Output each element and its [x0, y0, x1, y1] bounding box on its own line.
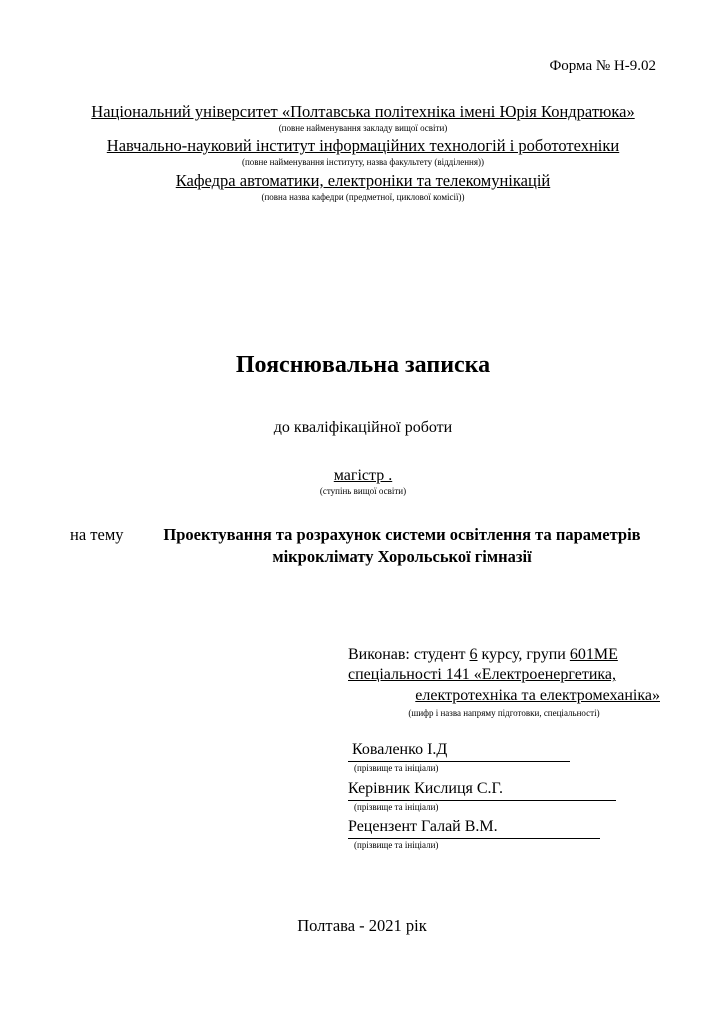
specialty-line-1: спеціальності 141 «Електроенергетика, — [348, 666, 617, 684]
topic-text: Проектування та розрахунок системи освітлення та параметрів мікроклімату Хорольської гімназії — [163, 525, 641, 567]
title-block — [70, 352, 656, 568]
document-title: Пояснювальна записка — [235, 352, 491, 379]
author-block — [348, 645, 660, 852]
supervisor-note: (прізвище та ініціали) — [354, 801, 439, 812]
city-year: Полтава - 2021 рік — [297, 916, 427, 935]
performed-prefix: Виконав: студент — [348, 645, 470, 663]
performed-by-line — [348, 645, 660, 666]
reviewer-note: (прізвище та ініціали) — [354, 840, 439, 850]
department-note: (повна назва кафедри (предметної, циклової комісії)) — [261, 191, 465, 202]
group-number: 601МЕ — [569, 645, 618, 663]
institute-note: (повне найменування інституту, назва факультету (відділення)) — [241, 157, 484, 168]
header-block — [70, 103, 656, 204]
signature-rows — [348, 740, 660, 851]
document-subtitle: до кваліфікаційної роботи — [273, 419, 453, 437]
student-note: (прізвище та ініціали) — [354, 763, 439, 774]
topic-row — [70, 524, 656, 569]
degree-note: (ступінь вищої освіти) — [319, 486, 407, 497]
department-name: Кафедра автоматики, електроніки та телекомунікацій — [175, 170, 551, 190]
form-number: Форма № Н-9.02 — [549, 58, 656, 74]
institute-name: Навчально-науковий інститут інформаційних технологій і робототехніки — [106, 136, 620, 156]
university-note: (повне найменування закладу вищої освіти) — [278, 122, 448, 133]
specialty-line-2: електротехніка та електромеханіка» — [415, 687, 660, 705]
student-name: Коваленко І.Д — [348, 740, 570, 762]
university-name: Національний університет «Полтавська політехніка імені Юрія Кондратюка» — [91, 102, 635, 121]
reviewer-name: Рецензент Галай В.М. — [348, 817, 600, 839]
topic-label: на тему — [70, 525, 124, 544]
course-number: 6 — [469, 645, 478, 663]
degree-value: магістр . — [333, 467, 393, 485]
specialty-note: (шифр і назва напряму підготовки, спеціальності) — [408, 707, 600, 718]
performed-mid: курсу, групи — [477, 645, 570, 663]
supervisor-name: Керівник Кислиця С.Г. — [348, 779, 616, 801]
